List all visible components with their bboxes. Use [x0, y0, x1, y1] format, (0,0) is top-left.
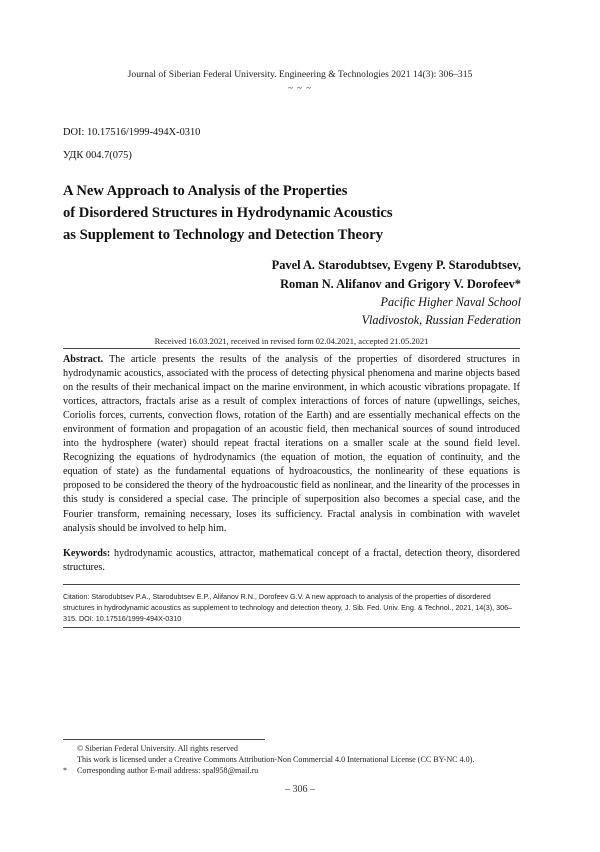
- title-line: A New Approach to Analysis of the Properties: [63, 183, 348, 199]
- authors: [272, 256, 521, 294]
- title-line: of Disordered Structures in Hydrodynamic Acoustics: [63, 205, 393, 221]
- article-title: [63, 180, 533, 246]
- keywords-label: Keywords:: [63, 548, 111, 559]
- footnote-copyright: © Siberian Federal University. All rights reserved: [77, 744, 238, 753]
- header-separator: ~ ~ ~: [287, 83, 313, 93]
- affiliation-line: Pacific Higher Naval School: [380, 295, 521, 309]
- abstract: [63, 353, 520, 536]
- footnote-corresponding: [63, 766, 258, 776]
- divider: [63, 627, 520, 628]
- keywords: [63, 547, 520, 575]
- abstract-label: Abstract.: [63, 354, 104, 365]
- authors-line: Roman N. Alifanov and Grigory V. Dorofeev*: [280, 277, 521, 291]
- abstract-text: The article presents the results of the analysis of the properties of disordered structures in hydrodynamic acoustics, associated with the process of detecting physical phenomena and marine objects based on the results of their mechanical impact on the marine environment, in which acoustic vibrations propagate. If vortices, attractors, fractals arise as a result of complex interactions of forces of nature (upwellings, seiches, Coriolis forces, currents, convection flows, rotation of the Earth) and are essentially mechanical effects on the environment of formation and propagation of an acoustic field, then mechanical sources of sound introduced into the hydrosphere (water) should repeat fractal iterations on a smaller scale at the sound field level. Recognizing the equations of hydrodynamics (the equation of motion, the equation of continuity, and the equation of state) as the fundamental equations of hydroacoustics, the nonlinearity of these equations is proposed to be considered the theory of the hydroacoustic field as nonlinear, and the linearity of the processes in this study is considered a special case. The principle of superposition also becomes a special case, and the Fourier transform, remaining necessary, loses its sufficiency. Fractal analysis in combination with wavelet analysis should be involved to help him.: [63, 354, 520, 534]
- citation: Citation: Starodubtsev P.A., Starodubtsev E.P., Alifanov R.N., Dorofeev G.V. A new approach to analysis of the properties of disordered structures in hydrodynamic acoustics as supplement to technology and detection theory, J. Sib. Fed. Univ. Eng. & Technol., 2021, 14(3), 306–315. DOI: 10.17516/1999-494X-0310: [63, 592, 513, 624]
- authors-line: Pavel A. Starodubtsev, Evgeny P. Starodubtsev,: [271, 258, 521, 272]
- affiliation-line: Vladivostok, Russian Federation: [361, 313, 521, 327]
- footnote-divider: [63, 739, 265, 740]
- title-line: as Supplement to Technology and Detection Theory: [63, 227, 384, 243]
- divider: [63, 584, 520, 585]
- doi[interactable]: DOI: 10.17516/1999-494X-0310: [63, 127, 201, 138]
- asterisk-mark: *: [63, 766, 68, 775]
- divider: [63, 348, 520, 349]
- journal-header: Journal of Siberian Federal University. Engineering & Technologies 2021 14(3): 306–315: [127, 69, 473, 80]
- affiliation: [362, 293, 521, 329]
- udk-code: УДК 004.7(075): [63, 150, 132, 161]
- footnote-license: This work is licensed under a Creative Commons Attribution-Non Commercial 4.0 International License (CC BY-NC 4.0).: [77, 755, 475, 764]
- corresponding-email[interactable]: Corresponding author E-mail address: spal958@mail.ru: [77, 766, 259, 775]
- page-number: – 306 –: [285, 784, 315, 795]
- received-dates: Received 16.03.2021, received in revised form 02.04.2021, accepted 21.05.2021: [154, 336, 429, 346]
- keywords-text: hydrodynamic acoustics, attractor, mathematical concept of a fractal, detection theory, disordered structures.: [63, 548, 520, 574]
